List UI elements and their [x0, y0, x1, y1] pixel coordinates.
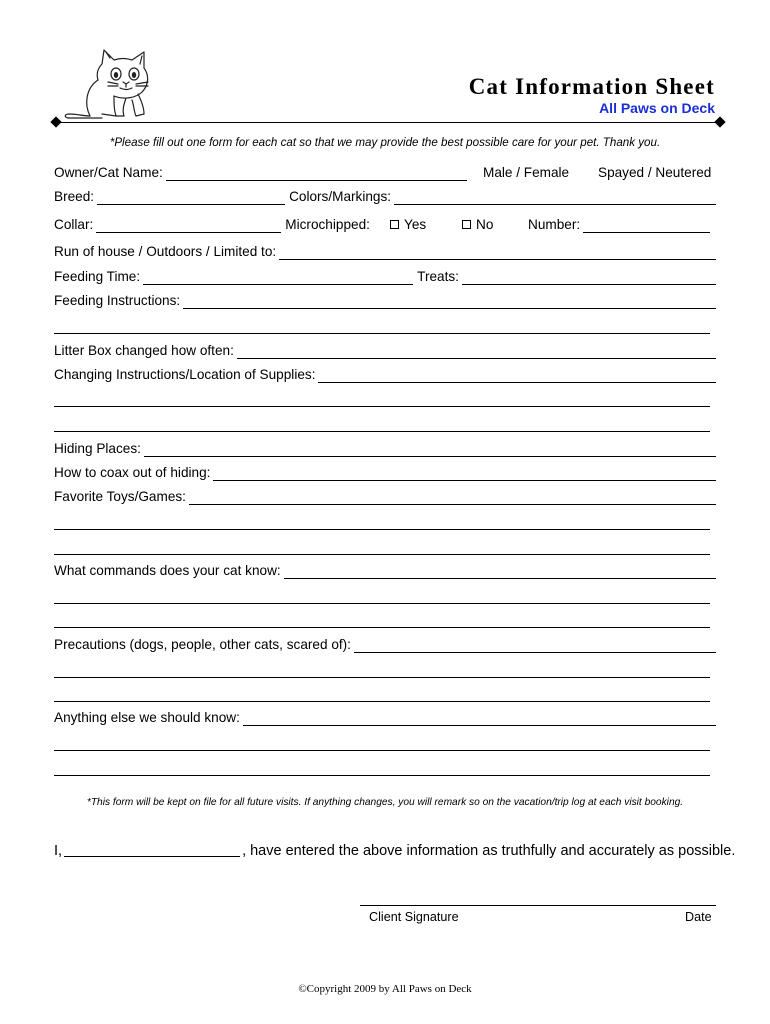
- affirmation-prefix: I,: [54, 843, 63, 859]
- feeding-time-field[interactable]: [143, 273, 413, 285]
- intro-text: *Please fill out one form for each cat so that we may provide the best possible care for your pet. Thank you.: [109, 136, 661, 149]
- sex-option[interactable]: Male / Female: [483, 165, 570, 180]
- litter-box-row: [54, 343, 716, 361]
- hiding-places-label: Hiding Places:: [54, 441, 141, 456]
- yes-label: Yes: [404, 217, 427, 232]
- treats-label: Treats:: [417, 269, 459, 284]
- form-title: Cat Information Sheet: [468, 74, 715, 99]
- run-of-house-row: [54, 244, 716, 262]
- affirmation-row: [54, 843, 735, 859]
- changing-instructions-row: [54, 367, 716, 385]
- toys-row: [54, 489, 716, 507]
- breed-field[interactable]: [97, 193, 285, 205]
- toys-label: Favorite Toys/Games:: [54, 489, 186, 504]
- affirmation-suffix: , have entered the above information as truthfully and accurately as possible.: [242, 843, 736, 859]
- feeding-instructions-label: Feeding Instructions:: [54, 293, 181, 308]
- commands-line-1[interactable]: [54, 603, 710, 604]
- hiding-places-row: [54, 441, 716, 459]
- feeding-instructions-row: [54, 293, 716, 311]
- anything-else-row: [54, 710, 716, 728]
- litter-box-field[interactable]: [237, 347, 716, 359]
- changing-instructions-label: Changing Instructions/Location of Supplies:: [54, 367, 316, 382]
- precautions-line-2[interactable]: [54, 701, 710, 702]
- colors-label: Colors/Markings:: [289, 189, 392, 204]
- file-note: *This form will be kept on file for all future visits. If anything changes, you will remark so on the vacation/trip log at each visit booking.: [86, 797, 684, 808]
- coax-row: [54, 465, 716, 483]
- toys-line-2[interactable]: [54, 554, 710, 555]
- feeding-instructions-field[interactable]: [183, 297, 716, 309]
- anything-else-field[interactable]: [243, 714, 716, 726]
- copyright-text: ©Copyright 2009 by All Paws on Deck: [298, 983, 472, 995]
- breed-row: [54, 189, 716, 207]
- no-checkbox[interactable]: [462, 220, 471, 229]
- coax-label: How to coax out of hiding:: [54, 465, 211, 480]
- feeding-instructions-line[interactable]: [54, 333, 710, 334]
- precautions-field[interactable]: [354, 641, 716, 653]
- microchip-yes-option[interactable]: [390, 217, 426, 232]
- colors-field[interactable]: [394, 193, 716, 205]
- company-name: All Paws on Deck: [599, 100, 715, 116]
- coax-field[interactable]: [213, 469, 716, 481]
- owner-cat-name-label: Owner/Cat Name:: [54, 165, 163, 180]
- number-label: Number:: [528, 217, 581, 232]
- feeding-time-label: Feeding Time:: [54, 269, 141, 284]
- precautions-row: [54, 637, 716, 655]
- changing-instructions-line-2[interactable]: [54, 431, 710, 432]
- breed-label: Breed:: [54, 189, 95, 204]
- feeding-time-row: [54, 269, 716, 287]
- toys-line-1[interactable]: [54, 529, 710, 530]
- anything-else-line-2[interactable]: [54, 775, 710, 776]
- commands-line-2[interactable]: [54, 627, 710, 628]
- date-label: Date: [685, 910, 712, 924]
- commands-label: What commands does your cat know:: [54, 563, 281, 578]
- commands-field[interactable]: [284, 567, 716, 579]
- precautions-label: Precautions (dogs, people, other cats, scared of):: [54, 637, 351, 652]
- number-field[interactable]: [583, 221, 710, 233]
- owner-cat-name-field[interactable]: [166, 169, 467, 181]
- client-name-field[interactable]: [64, 845, 240, 857]
- precautions-line-1[interactable]: [54, 677, 710, 678]
- spayed-option[interactable]: Spayed / Neutered: [598, 165, 712, 180]
- no-label: No: [476, 217, 494, 232]
- toys-field[interactable]: [189, 493, 716, 505]
- run-of-house-label: Run of house / Outdoors / Limited to:: [54, 244, 277, 259]
- anything-else-label: Anything else we should know:: [54, 710, 240, 725]
- microchipped-label: Microchipped:: [285, 217, 370, 232]
- number-row: [528, 217, 710, 235]
- divider-diamond-right: [714, 116, 725, 127]
- changing-instructions-field[interactable]: [318, 371, 716, 383]
- anything-else-line-1[interactable]: [54, 750, 710, 751]
- signature-line[interactable]: [360, 905, 716, 906]
- run-of-house-field[interactable]: [279, 248, 716, 260]
- microchip-no-option[interactable]: [462, 217, 493, 232]
- commands-row: [54, 563, 716, 581]
- collar-label: Collar:: [54, 217, 94, 232]
- client-signature-label: Client Signature: [369, 910, 459, 924]
- hiding-places-field[interactable]: [144, 445, 716, 457]
- treats-field[interactable]: [462, 273, 716, 285]
- collar-field[interactable]: [96, 221, 281, 233]
- yes-checkbox[interactable]: [390, 220, 399, 229]
- header-divider: [56, 122, 720, 123]
- litter-box-label: Litter Box changed how often:: [54, 343, 234, 358]
- cat-illustration-icon: [62, 44, 158, 124]
- changing-instructions-line-1[interactable]: [54, 406, 710, 407]
